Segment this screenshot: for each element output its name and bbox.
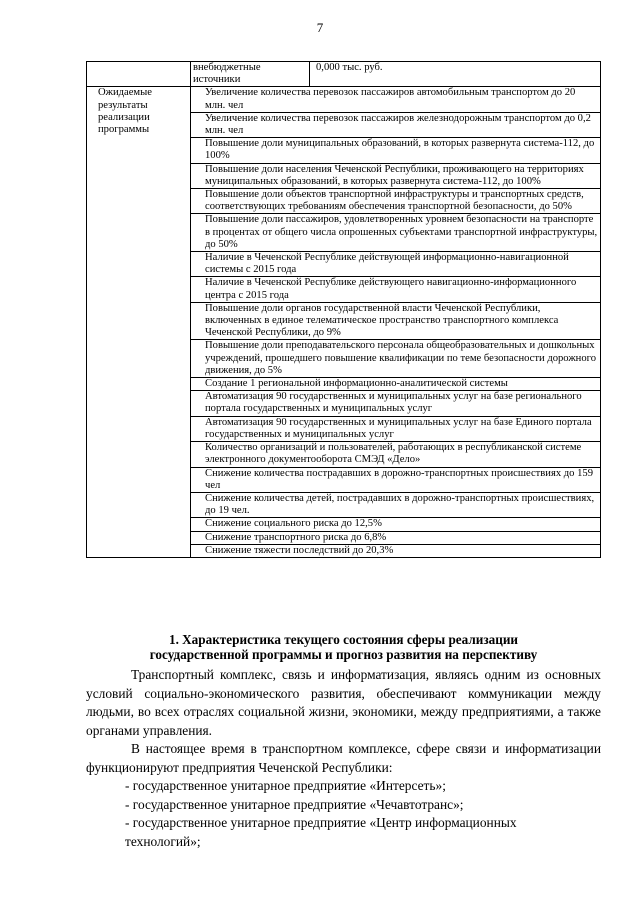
table-row — [87, 87, 601, 112]
section-title-line: государственной программы и прогноз развития на перспективу — [149, 647, 538, 662]
result-cell: Автоматизация 90 государственных и муниципальных услуг на базе Единого портала государственных и муниципальных услуг — [191, 416, 601, 441]
paragraph: Транспортный комплекс, связь и информатизация, являясь одним из основных условий социально-экономического развития, обеспечивают коммуникации между людьми, во всех отраслях социальной жизни, экономики, между предприятиями, а также органами управления. — [86, 667, 601, 738]
result-cell: Увеличение количества перевозок пассажиров железнодорожным транспортом до 0,2 млн. чел — [191, 112, 601, 137]
result-cell: Повышение доли органов государственной власти Чеченской Республики, включенных в единое телематическое пространство транспортного комплекса Чеченской Республики, до 9% — [191, 302, 601, 340]
result-cell: Автоматизация 90 государственных и муниципальных услуг на базе регионального портала государственных и муниципальных услуг — [191, 391, 601, 416]
result-cell: Повышение доли населения Чеченской Республики, проживающего на территориях муниципальных образований, в которых развернута система-112, до 100% — [191, 163, 601, 188]
result-cell: Повышение доли пассажиров, удовлетворенных уровнем безопасности на транспорте в процентах от общего числа опрошенных субъектами транспортной инфраструктуры, до 50% — [191, 214, 601, 252]
section-title — [86, 632, 601, 662]
result-cell: Снижение тяжести последствий до 20,3% — [191, 544, 601, 557]
list-item: - государственное унитарное предприятие «Центр информационных — [125, 815, 517, 830]
result-cell: Снижение транспортного риска до 6,8% — [191, 531, 601, 544]
body-text — [86, 666, 601, 851]
result-cell: Снижение количества пострадавших в дорожно-транспортных происшествиях до 159 чел — [191, 467, 601, 492]
section-title-line: 1. Характеристика текущего состояния сферы реализации — [168, 632, 519, 647]
result-cell: Снижение количества детей, пострадавших в дорожно-транспортных происшествиях, до 19 чел. — [191, 492, 601, 517]
page-number: 7 — [316, 20, 324, 35]
program-passport-table — [86, 61, 601, 558]
table-cell-empty — [87, 62, 191, 87]
results-label: Ожидаемые результаты реализации программы — [87, 87, 191, 558]
result-cell: Создание 1 региональной информационно-аналитической системы — [191, 378, 601, 391]
paragraph: В настоящее время в транспортном комплексе, сфере связи и информатизации функционируют предприятия Чеченской Республики: — [86, 741, 601, 775]
budget-source-value: 0,000 тыс. руб. — [310, 62, 601, 87]
result-cell: Повышение доли объектов транспортной инфраструктуры и транспортных средств, соответствующих требованиям обеспечения транспортной безопасности, до 50% — [191, 189, 601, 214]
list-item-continuation: технологий»; — [125, 833, 201, 849]
list-item: - государственное унитарное предприятие «Чечавтотранс»; — [125, 796, 464, 812]
list-item: - государственное унитарное предприятие «Интерсеть»; — [125, 778, 446, 793]
result-cell: Наличие в Чеченской Республике действующей информационно-навигационной системы с 2015 года — [191, 252, 601, 277]
table-row-budget — [87, 62, 601, 87]
result-cell: Наличие в Чеченской Республике действующего навигационно-информационного центра с 2015 года — [191, 277, 601, 302]
result-cell: Количество организаций и пользователей, работающих в республиканской системе электронного документооборота СМЭД «Дело» — [191, 442, 601, 467]
result-cell: Повышение доли преподавательского персонала общеобразовательных и дошкольных учреждений, прошедшего повышение квалификации по теме безопасности дорожного движения, до 5% — [191, 340, 601, 378]
budget-source-label: внебюджетные источники — [191, 62, 310, 87]
result-cell: Увеличение количества перевозок пассажиров автомобильным транспортом до 20 млн. чел — [191, 87, 601, 112]
result-cell: Повышение доли муниципальных образований, в которых развернута система-112, до 100% — [191, 138, 601, 163]
result-cell: Снижение социального риска до 12,5% — [191, 518, 601, 531]
